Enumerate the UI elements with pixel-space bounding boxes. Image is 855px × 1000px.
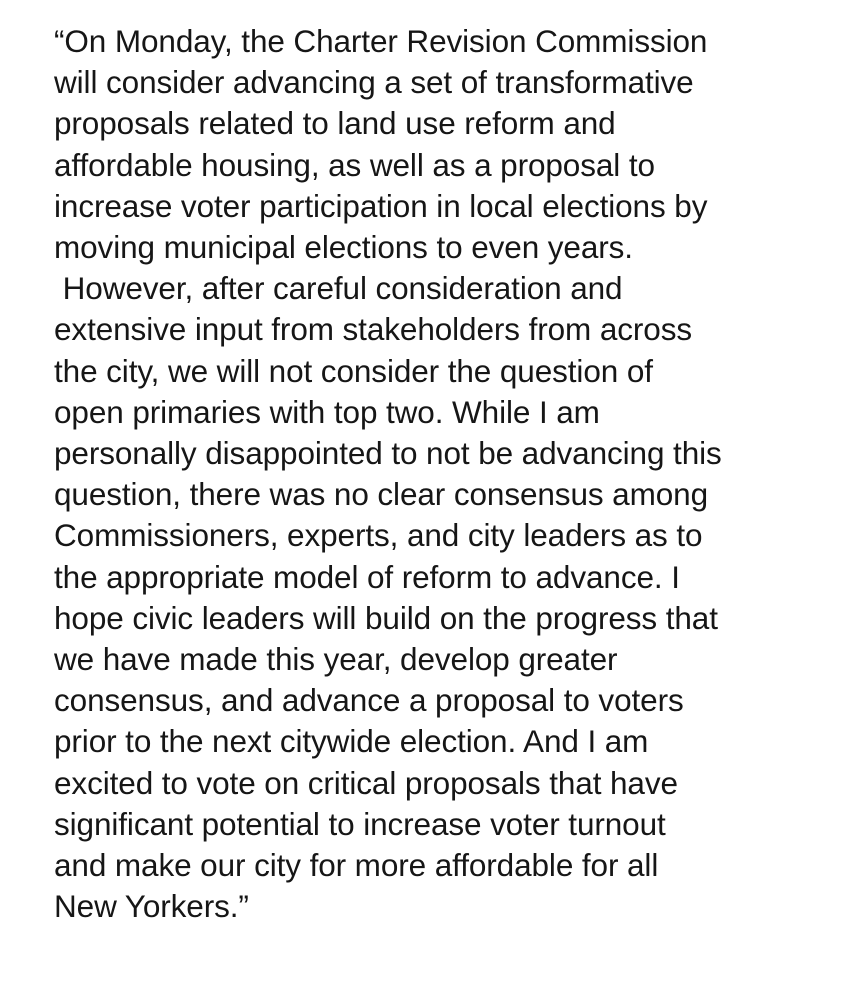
statement-line: open primaries with top two. While I am <box>54 393 600 430</box>
statement-line: excited to vote on critical proposals that have <box>54 764 678 801</box>
statement-line: will consider advancing a set of transformative <box>54 64 694 101</box>
statement-text <box>54 21 844 927</box>
statement-line: extensive input from stakeholders from across <box>54 311 693 348</box>
statement-line: hope civic leaders will build on the progress that <box>54 599 718 636</box>
statement-line: the city, we will not consider the question of <box>54 352 653 389</box>
statement-line: proposals related to land use reform and <box>54 105 616 142</box>
statement-line: “On Monday, the Charter Revision Commission <box>54 23 708 59</box>
statement-line: significant potential to increase voter turnout <box>54 805 666 842</box>
statement-line: we have made this year, develop greater <box>54 641 618 678</box>
statement-line: prior to the next citywide election. And I am <box>54 723 649 760</box>
statement-line: personally disappointed to not be advancing this <box>54 435 722 472</box>
statement-line: consensus, and advance a proposal to voters <box>54 682 684 719</box>
statement-line: the appropriate model of reform to advance. I <box>54 558 680 595</box>
statement-line: However, after careful consideration and <box>54 270 623 307</box>
statement-line: question, there was no clear consensus among <box>54 476 708 513</box>
statement-line: increase voter participation in local elections by <box>54 187 708 224</box>
statement-line: moving municipal elections to even years. <box>54 229 633 266</box>
statement-line: and make our city for more affordable for all <box>54 847 659 884</box>
statement-line: New Yorkers.” <box>54 888 249 925</box>
statement-line: Commissioners, experts, and city leaders as to <box>54 517 703 554</box>
statement-line: affordable housing, as well as a proposal to <box>54 146 655 183</box>
